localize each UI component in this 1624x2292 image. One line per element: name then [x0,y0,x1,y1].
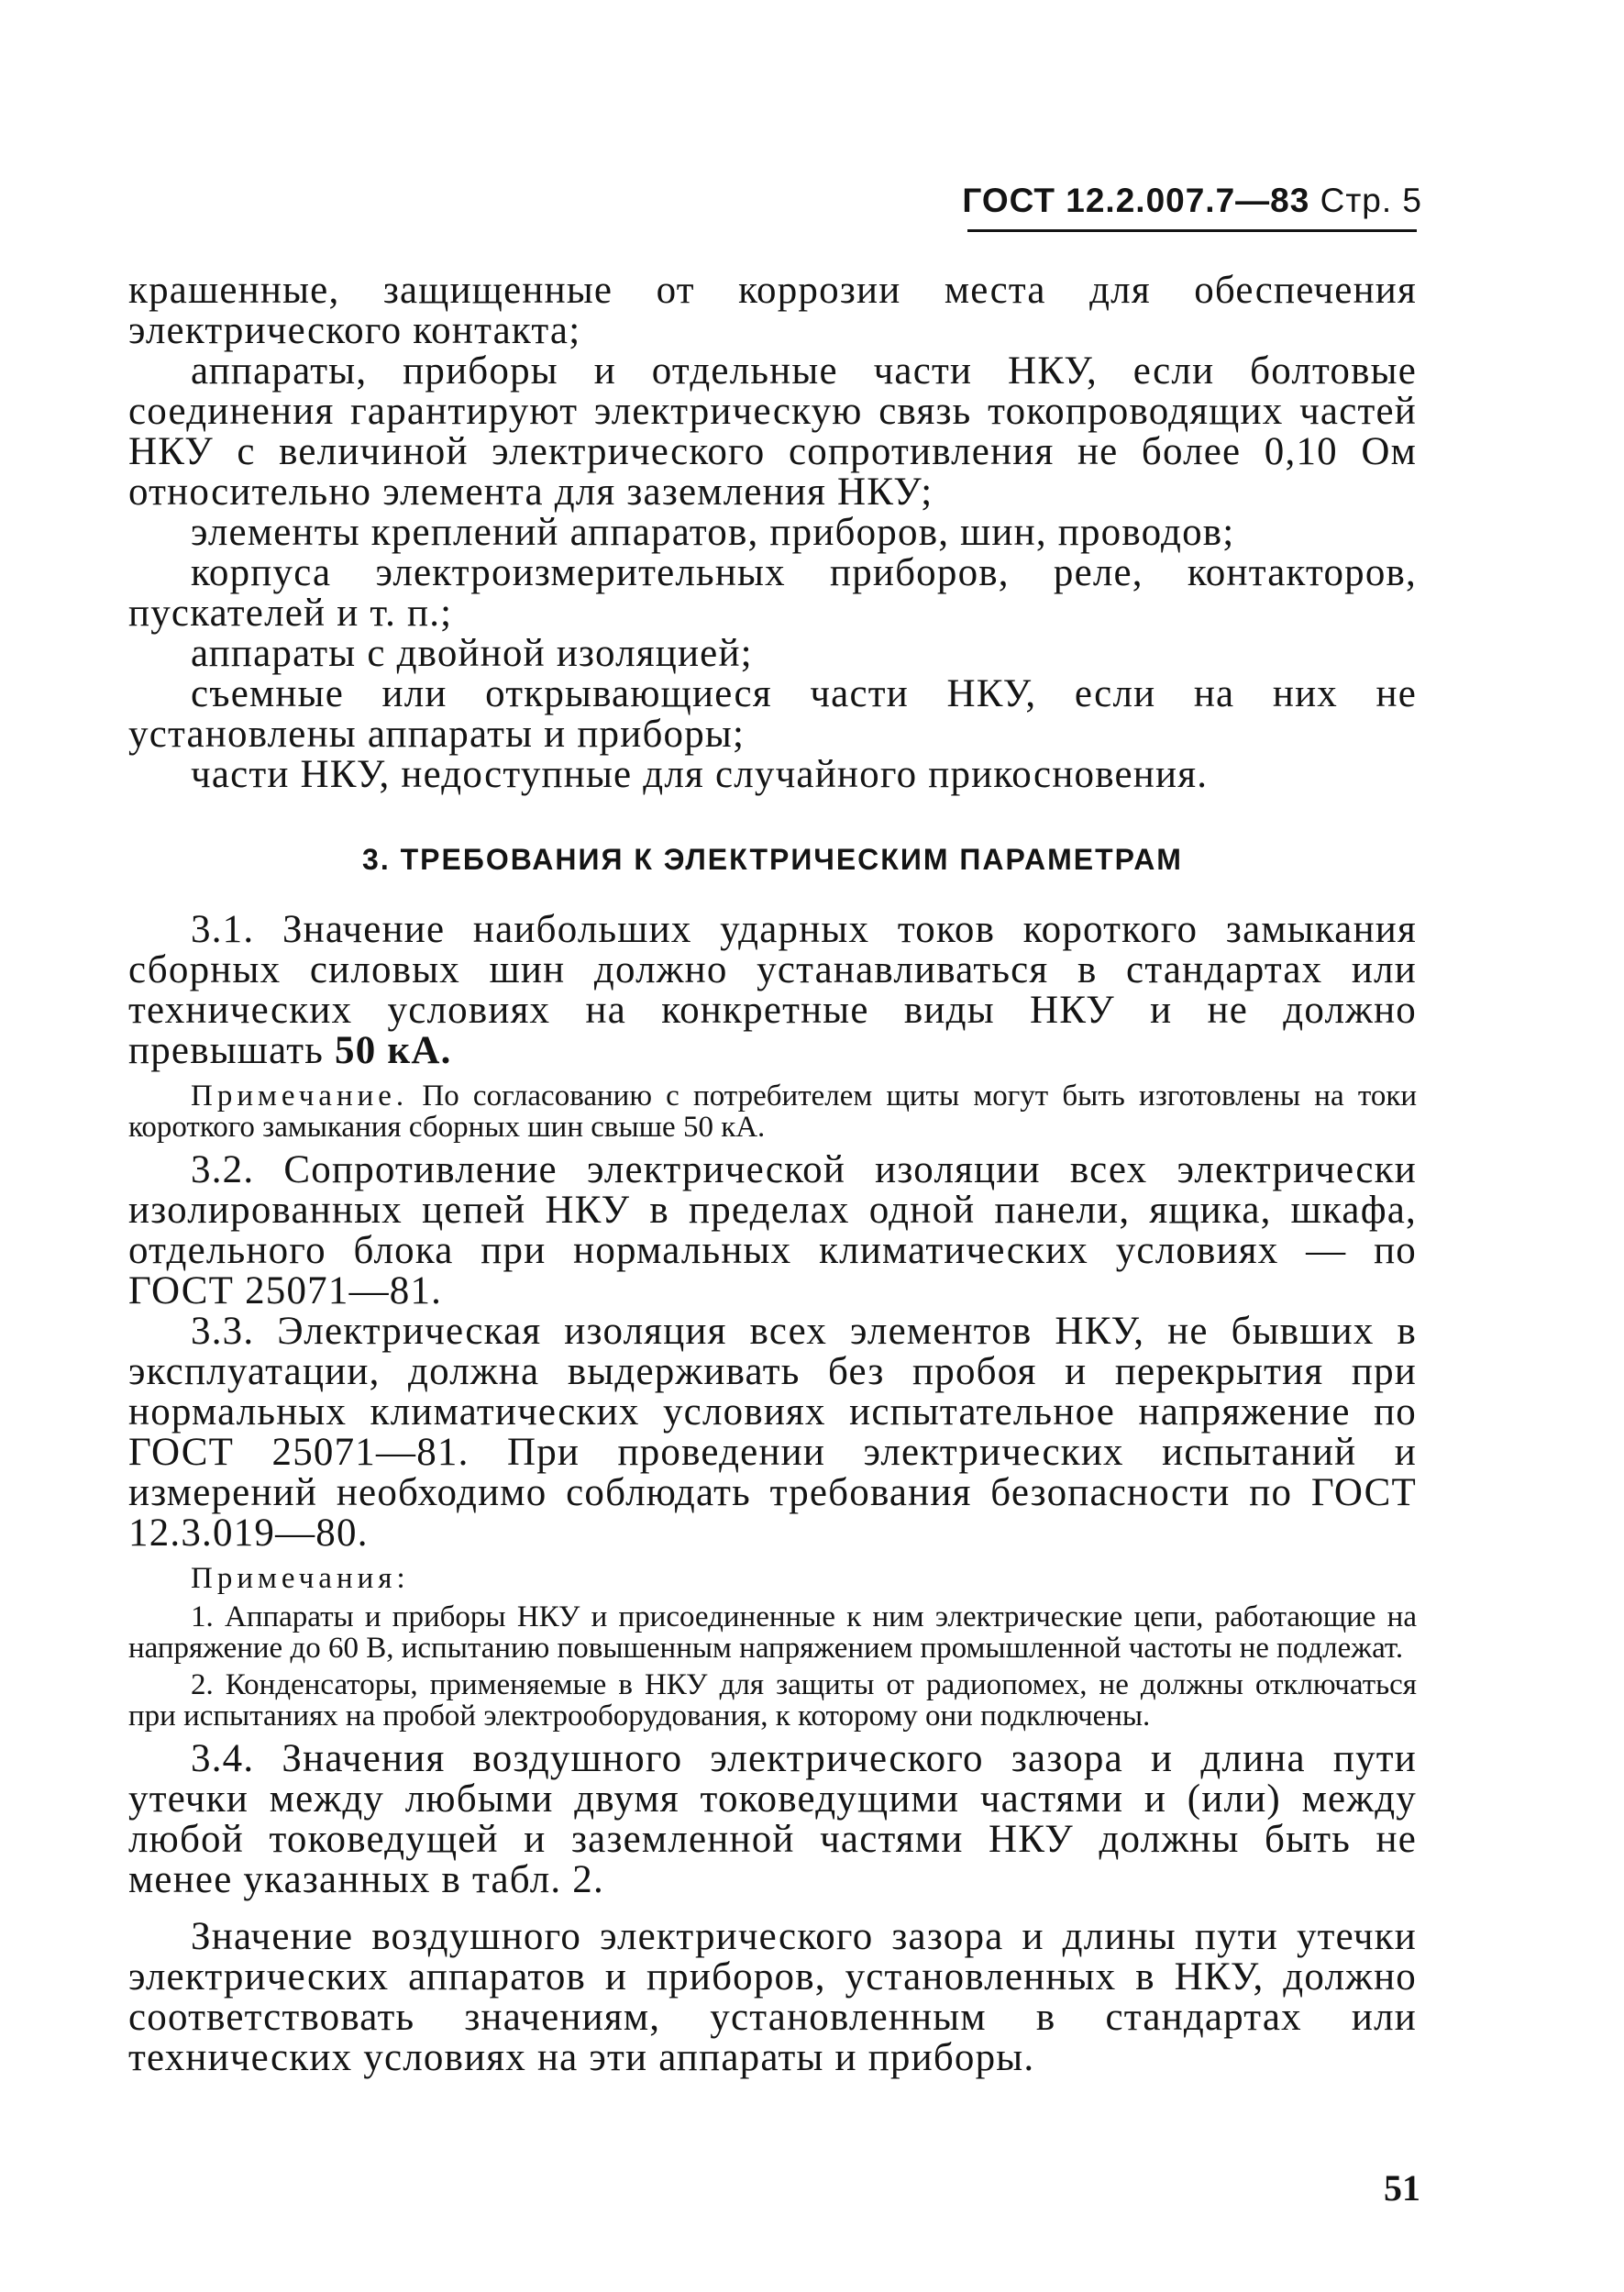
list-item: элементы креплений аппаратов, приборов, шин, проводов; [191,511,1235,554]
standard-designation: ГОСТ 12.2.007.7—83 [962,182,1310,219]
note-item: 2. Конденсаторы, применяемые в НКУ для защиты от радиопомех, не должны отключаться при испытаниях на пробой электрооборудования, к которому они подключены. [128,1668,1417,1733]
page-number: 51 [1384,2167,1420,2209]
running-header [962,182,1422,220]
list-item: съемные или открывающиеся части НКУ, если на них не установлены аппараты и приборы; [128,672,1417,756]
note-text: По согласованию с потребителем щиты могут быть изготовлены на токи короткого замыкания сборных шин свыше 50 кА. [128,1080,1418,1144]
paragraph-3-4: 3.4. Значения воздушного электрического зазора и длина пути утечки между любыми двумя токоведущими частями и (или) между любой токоведущей и заземленной частями НКУ должны быть не менее указанных в табл. 2. [128,1737,1417,1901]
note-1 [128,1080,1417,1143]
list-item: аппараты с двойной изоляцией; [191,632,753,675]
note-label: Примечание. [191,1080,409,1113]
list-item: аппараты, приборы и отдельные части НКУ, если болтовые соединения гарантируют электрическую связь токопроводящих частей НКУ с величиной электрического сопротивления не более 0,10 Ом относительно элемента для заземления НКУ; [128,349,1417,514]
list-item: части НКУ, недоступные для случайного прикосновения. [191,753,1209,796]
paragraph-continuation: крашенные, защищенные от коррозии места для обеспечения электрического контакта; [128,269,1417,352]
notes-label [128,1563,1417,1594]
note-item: 1. Аппараты и приборы НКУ и присоединенные к ним электрические цепи, работающие на напряжение до 60 В, испытанию повышенным напряжением промышленной частоты не подлежат. [128,1600,1417,1665]
paragraph-3-1-text: 3.1. Значение наибольших ударных токов короткого замыкания сборных силовых шин должно устанавливаться в стандартах или технических условиях на конкретные виды НКУ и не должно превышать [128,908,1417,1072]
notes-label-text: Примечания: [191,1562,410,1595]
paragraph-final: Значение воздушного электрического зазора и длины пути утечки электрических аппаратов и приборов, установленных в НКУ, должно соответствовать значениям, установленным в стандартах или технических условиях на эти аппараты и приборы. [128,1915,1417,2079]
page-label: Стр. 5 [1320,182,1422,219]
header-rule [967,229,1417,232]
section-title: 3. ТРЕБОВАНИЯ К ЭЛЕКТРИЧЕСКИМ ПАРАМЕТРАМ [362,843,1183,876]
body-text [128,271,1417,2078]
paragraph-3-2: 3.2. Сопротивление электрической изоляции всех электрически изолированных цепей НКУ в пределах одной панели, ящика, шкафа, отдельного блока при нормальных климатических условиях — по ГОСТ 25071—81. [128,1148,1417,1312]
paragraph-3-3: 3.3. Электрическая изоляция всех элементов НКУ, не бывших в эксплуатации, должна выдерживать без пробоя и перекрытия при нормальных климатических условиях испытательное напряжение по ГОСТ 25071—81. При проведении электрических испытаний и измерений необходимо соблюдать требования безопасности по ГОСТ 12.3.019—80. [128,1310,1417,1555]
paragraph-3-1-value: 50 кА. [335,1029,452,1072]
paragraph-3-1 [128,910,1417,1071]
list-item: корпуса электроизмерительных приборов, реле, контакторов, пускателей и т. п.; [128,551,1417,635]
